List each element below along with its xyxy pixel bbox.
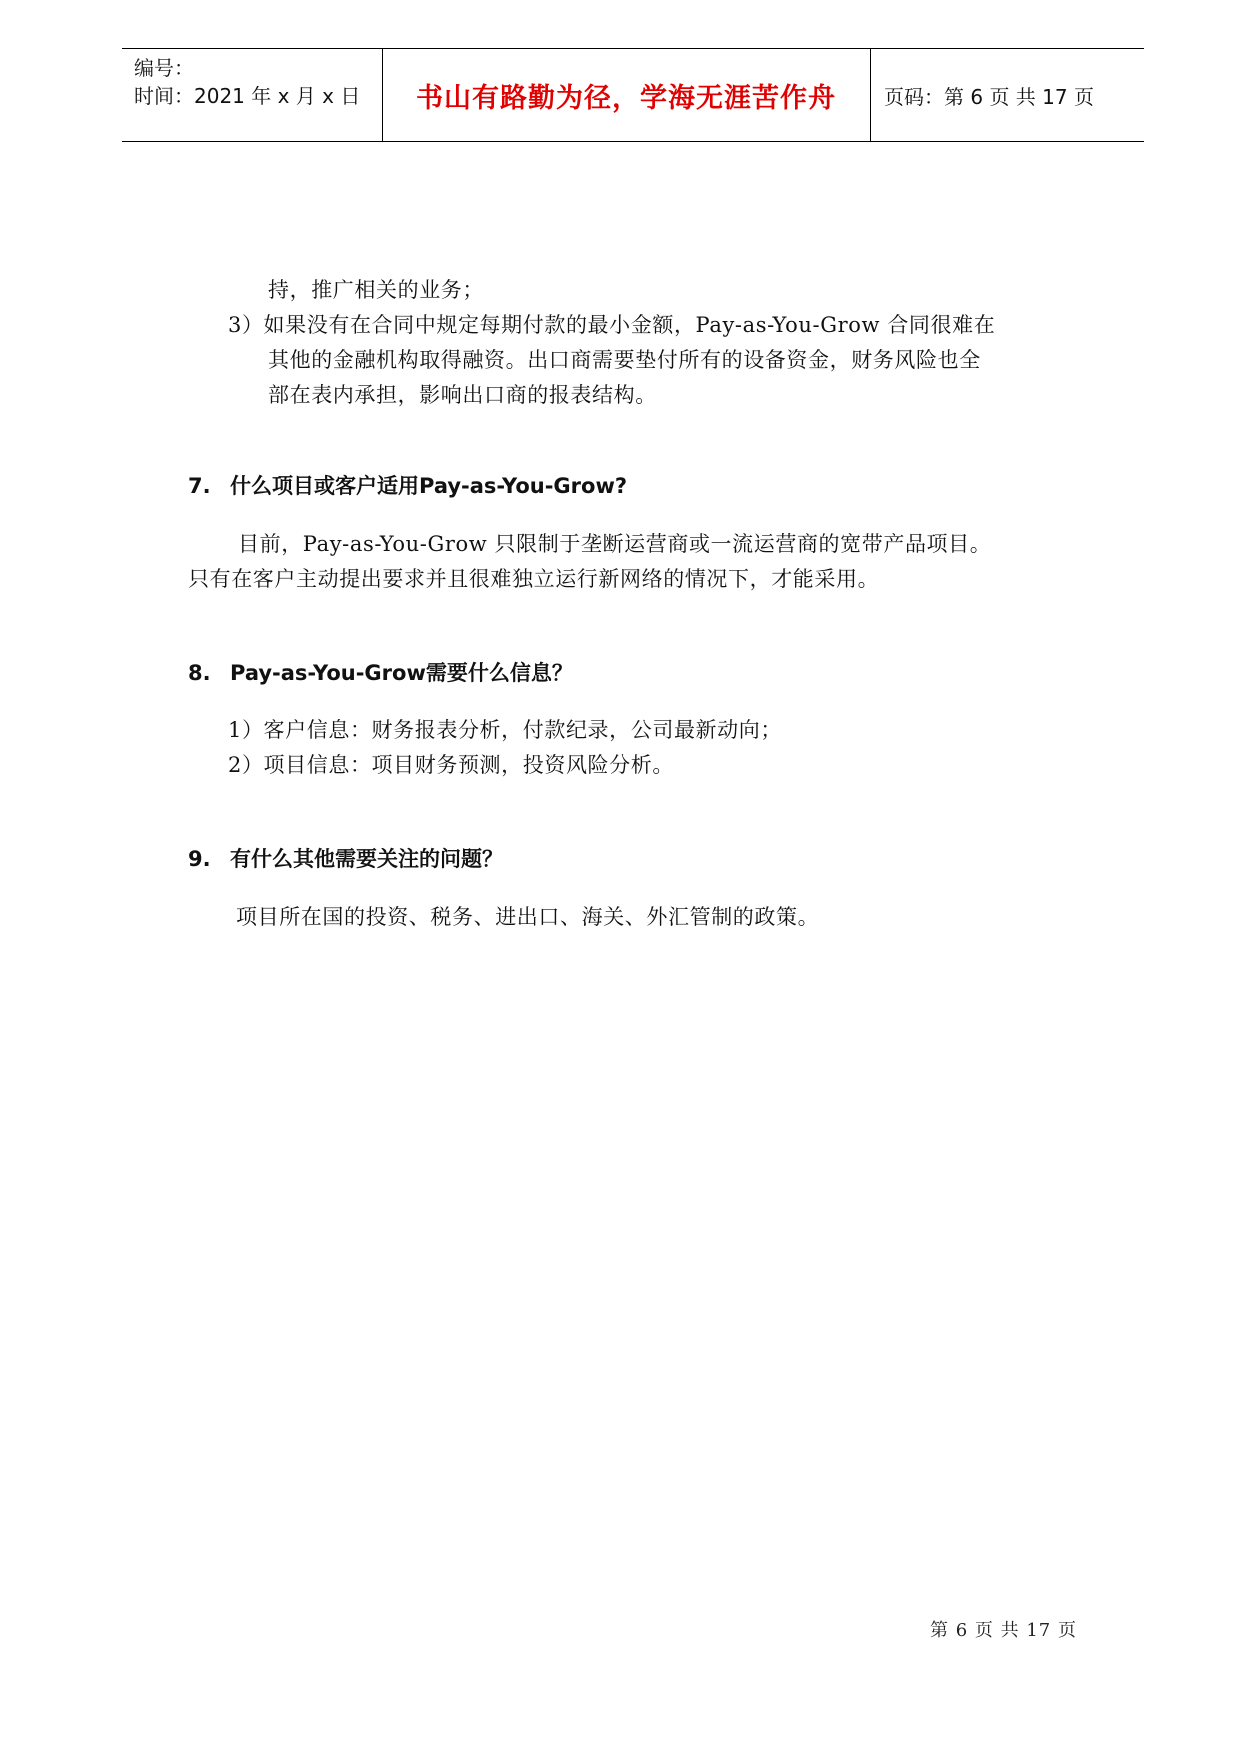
- continuation-line: 持，推广相关的业务；: [268, 278, 484, 302]
- section-title: 有什么其他需要关注的问题？: [230, 847, 503, 871]
- section-8-heading: [188, 657, 573, 687]
- header-motto: 书山有路勤为径，学海无涯苦作舟: [416, 82, 836, 114]
- page-header: [122, 48, 1144, 142]
- serial-number-label: 编号：: [134, 56, 194, 80]
- section-7-paragraph-line-1: 目前，Pay-as-You-Grow 只限制于垄断运营商或一流运营商的宽带产品项目。: [238, 532, 992, 556]
- section-9-paragraph: 项目所在国的投资、税务、进出口、海关、外汇管制的政策。: [236, 905, 820, 929]
- section-7-paragraph-line-2: 只有在客户主动提出要求并且很难独立运行新网络的情况下，才能采用。: [188, 567, 880, 591]
- section-number: 8.: [188, 661, 211, 685]
- date-label: 时间：2021 年 x 月 x 日: [134, 84, 361, 108]
- header-divider-right: [870, 49, 871, 141]
- section-title: Pay-as-You-Grow需要什么信息？: [230, 661, 573, 685]
- section-7-heading: [188, 470, 627, 500]
- section-number: 7.: [188, 474, 211, 498]
- list-item-3-line-3: 部在表内承担，影响出口商的报表结构。: [268, 383, 657, 407]
- section-title: 什么项目或客户适用Pay-as-You-Grow?: [230, 474, 628, 498]
- header-meta: [132, 49, 382, 141]
- list-item-3-line-2: 其他的金融机构取得融资。出口商需要垫付所有的设备资金，财务风险也全: [268, 348, 981, 372]
- section-9-heading: [188, 843, 503, 873]
- section-8-item-1: 1）客户信息：财务报表分析，付款纪录，公司最新动向；: [228, 718, 782, 742]
- header-page-info: 页码：第 6 页 共 17 页: [884, 84, 1094, 109]
- section-number: 9.: [188, 847, 211, 871]
- list-item-3-line-1: 3）如果没有在合同中规定每期付款的最小金额，Pay-as-You-Grow 合同很难在: [228, 313, 996, 337]
- page-footer-number: 第 6 页 共 17 页: [930, 1620, 1077, 1641]
- section-8-item-2: 2）项目信息：项目财务预测，投资风险分析。: [228, 753, 674, 777]
